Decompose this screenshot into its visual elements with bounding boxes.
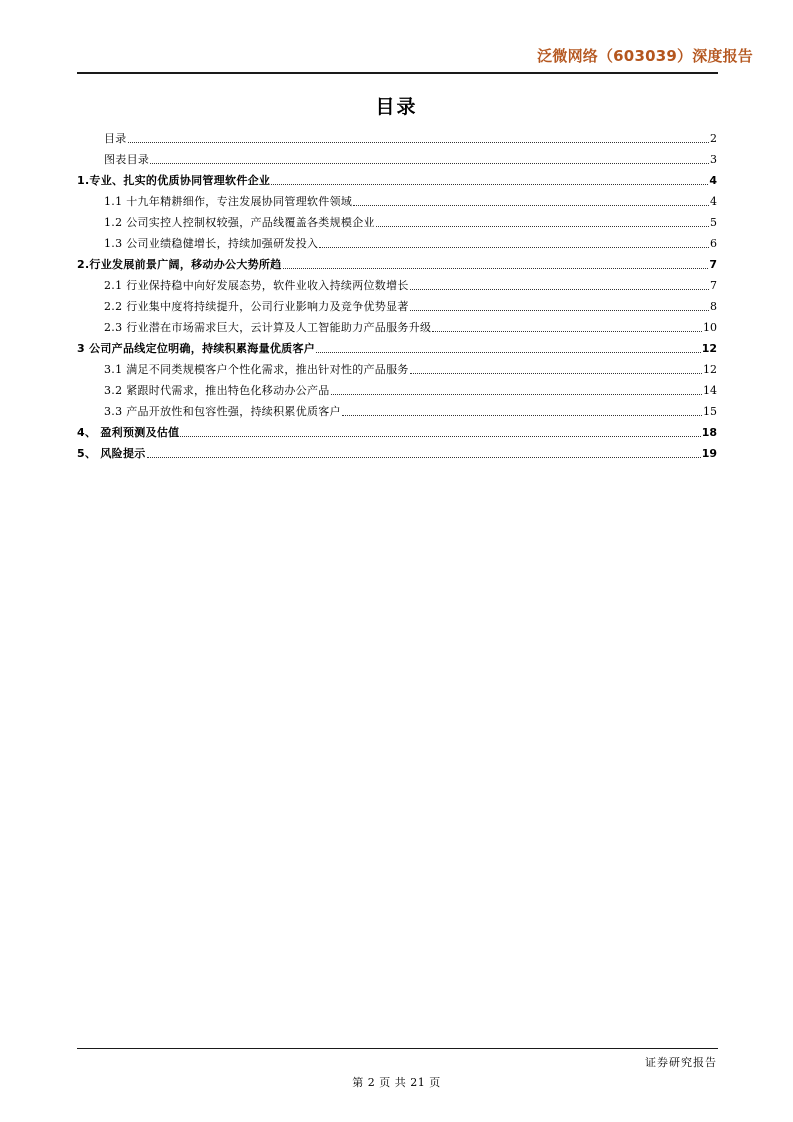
toc-entry-page: 19 (701, 447, 717, 460)
toc-entry-page: 8 (710, 300, 717, 313)
toc-entry-section-3-2[interactable] (104, 382, 717, 400)
toc-entry-section-3-3[interactable] (104, 403, 717, 421)
toc-entry-page: 4 (710, 195, 717, 208)
toc-entry-page: 7 (710, 279, 717, 292)
toc-leader-dots (283, 268, 709, 269)
toc-entry-label: 2.2 行业集中度将持续提升，公司行业影响力及竞争优势显著 (104, 300, 409, 313)
toc-entry-page: 4 (709, 174, 717, 187)
toc-entry-page: 18 (701, 426, 717, 439)
toc-entry-label: 1.2 公司实控人控制权较强，产品线覆盖各类规模企业 (104, 216, 375, 229)
toc-leader-dots (331, 394, 702, 395)
toc-leader-dots (319, 247, 709, 248)
toc-entry-page: 12 (701, 342, 717, 355)
toc-entry-figures[interactable] (104, 151, 717, 169)
toc-entry-label: 目录 (104, 132, 127, 145)
toc-entry-label: 3.3 产品开放性和包容性强，持续积累优质客户 (104, 405, 341, 418)
toc-entry-section-1-3[interactable] (104, 235, 717, 253)
toc-leader-dots (376, 226, 709, 227)
toc-entry-section-1[interactable] (77, 172, 717, 190)
footer-page-number: 第 2 页 共 21 页 (352, 1076, 441, 1089)
toc-entry-label: 3.1 满足不同类规模客户个性化需求，推出针对性的产品服务 (104, 363, 409, 376)
toc-leader-dots (353, 205, 709, 206)
footer-divider (77, 1048, 718, 1049)
toc-entry-section-2-2[interactable] (104, 298, 717, 316)
toc-leader-dots (410, 310, 709, 311)
toc-entry-section-2-3[interactable] (104, 319, 717, 337)
toc-title: 目录 (375, 96, 418, 118)
toc-entry-page: 5 (710, 216, 717, 229)
toc-entry-label: 3 公司产品线定位明确，持续积累海量优质客户 (77, 342, 316, 355)
toc-entry-section-4[interactable] (77, 424, 717, 442)
toc-leader-dots (342, 415, 702, 416)
toc-entry-label: 2.3 行业潜在市场需求巨大，云计算及人工智能助力产品服务升级 (104, 321, 432, 334)
toc-entry-section-1-1[interactable] (104, 193, 717, 211)
toc-entry-label: 2.行业发展前景广阔，移动办公大势所趋 (77, 258, 282, 271)
toc-entry-section-2-1[interactable] (104, 277, 717, 295)
toc-leader-dots (147, 457, 701, 458)
toc-entry-section-5[interactable] (77, 445, 717, 463)
footer-report-type: 证券研究报告 (645, 1056, 717, 1069)
toc-entry-page: 3 (710, 153, 717, 166)
toc-leader-dots (180, 436, 700, 437)
toc-leader-dots (128, 142, 709, 143)
toc-entry-page: 7 (709, 258, 717, 271)
toc-entry-label: 1.1 十九年精耕细作，专注发展协同管理软件领域 (104, 195, 353, 208)
toc-entry-page: 14 (703, 384, 717, 397)
toc-leader-dots (432, 331, 702, 332)
toc-leader-dots (410, 289, 709, 290)
toc-entry-page: 2 (710, 132, 717, 145)
report-header-title: 泛微网络（603039）深度报告 (537, 47, 753, 65)
toc-entry-page: 10 (703, 321, 717, 334)
toc-entry-label: 4、 盈利预测及估值 (77, 426, 180, 439)
toc-entry-label: 3.2 紧跟时代需求，推出特色化移动办公产品 (104, 384, 330, 397)
toc-entry-section-1-2[interactable] (104, 214, 717, 232)
toc-entry-page: 15 (703, 405, 717, 418)
toc-entry-label: 1.3 公司业绩稳健增长，持续加强研发投入 (104, 237, 319, 250)
toc-entry-label: 1.专业、扎实的优质协同管理软件企业 (77, 174, 271, 187)
toc-entry-section-3[interactable] (77, 340, 717, 358)
toc-leader-dots (316, 352, 701, 353)
toc-entry-label: 图表目录 (104, 153, 150, 166)
toc-entry-section-2[interactable] (77, 256, 717, 274)
toc-leader-dots (410, 373, 702, 374)
header-divider (77, 72, 718, 74)
toc-leader-dots (271, 184, 708, 185)
toc-entry-contents[interactable] (104, 130, 717, 148)
toc-entry-page: 6 (710, 237, 717, 250)
toc-leader-dots (150, 163, 709, 164)
toc-entry-section-3-1[interactable] (104, 361, 717, 379)
toc-entry-label: 5、 风险提示 (77, 447, 146, 460)
toc-entry-label: 2.1 行业保持稳中向好发展态势，软件业收入持续两位数增长 (104, 279, 409, 292)
toc-entry-page: 12 (703, 363, 717, 376)
